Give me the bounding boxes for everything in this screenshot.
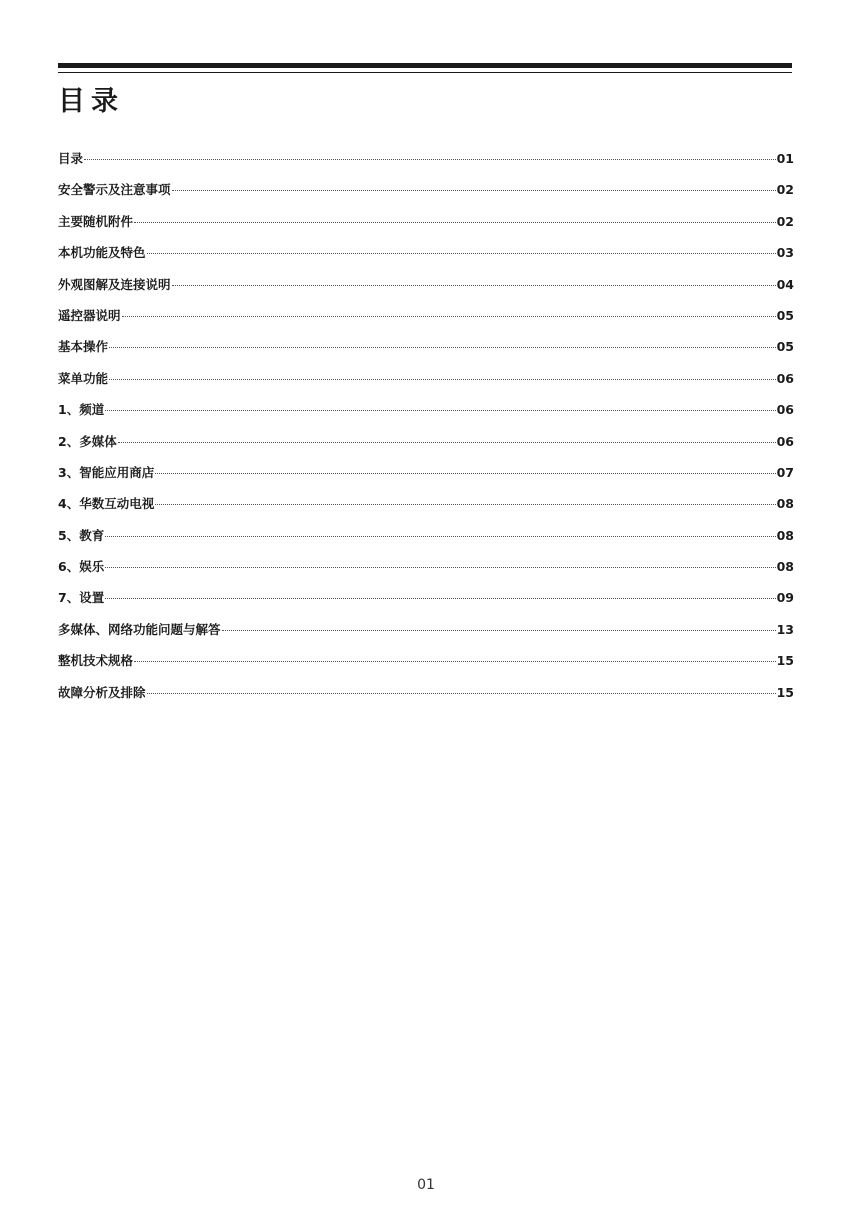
toc-leader-dots: [105, 598, 775, 599]
toc-entry[interactable]: [58, 306, 794, 337]
toc-entry-label: 7、设置: [58, 590, 105, 606]
toc-entry-page: 06: [776, 433, 794, 449]
toc-entry[interactable]: [58, 212, 794, 243]
toc-entry[interactable]: [58, 651, 794, 682]
toc-leader-dots: [118, 442, 776, 443]
toc-entry-label: 本机功能及特色: [58, 245, 146, 261]
toc-entry-page: 13: [776, 621, 794, 637]
toc-entry-page: 07: [776, 464, 794, 480]
toc-entry-page: 15: [776, 684, 794, 700]
toc-entry-page: 08: [776, 527, 794, 543]
toc-leader-dots: [155, 504, 775, 505]
toc-entry[interactable]: [58, 588, 794, 619]
toc-entry[interactable]: [58, 526, 794, 557]
table-of-contents: [58, 149, 794, 714]
toc-leader-dots: [109, 347, 776, 348]
toc-entry[interactable]: [58, 463, 794, 494]
toc-entry[interactable]: [58, 369, 794, 400]
toc-entry-page: 06: [776, 402, 794, 418]
toc-entry[interactable]: [58, 683, 794, 714]
toc-entry-label: 4、华数互动电视: [58, 496, 155, 512]
toc-entry[interactable]: [58, 149, 794, 180]
toc-leader-dots: [105, 567, 775, 568]
toc-leader-dots: [109, 379, 776, 380]
toc-entry[interactable]: [58, 620, 794, 651]
toc-leader-dots: [155, 473, 775, 474]
toc-entry-page: 05: [776, 307, 794, 323]
header-rule-thin: [58, 72, 792, 73]
toc-entry-label: 目录: [58, 151, 84, 166]
toc-leader-dots: [222, 630, 776, 631]
toc-entry-label: 故障分析及排除: [58, 684, 146, 700]
toc-entry-label: 整机技术规格: [58, 653, 134, 669]
toc-leader-dots: [172, 190, 776, 191]
toc-entry[interactable]: [58, 337, 794, 368]
toc-leader-dots: [105, 410, 775, 411]
toc-entry[interactable]: [58, 275, 794, 306]
toc-entry-page: 06: [776, 370, 794, 386]
toc-entry-label: 遥控器说明: [58, 307, 121, 323]
toc-entry-page: 08: [776, 496, 794, 512]
toc-entry-label: 菜单功能: [58, 370, 109, 386]
toc-leader-dots: [122, 316, 776, 317]
toc-entry[interactable]: [58, 432, 794, 463]
toc-entry-page: 02: [776, 182, 794, 198]
toc-entry-label: 2、多媒体: [58, 433, 117, 449]
toc-leader-dots: [134, 661, 776, 662]
toc-entry[interactable]: [58, 180, 794, 211]
toc-leader-dots: [147, 693, 776, 694]
toc-entry[interactable]: [58, 243, 794, 274]
toc-entry[interactable]: [58, 557, 794, 588]
page-title: 目录: [58, 86, 124, 117]
toc-entry-page: 08: [776, 559, 794, 575]
toc-entry[interactable]: [58, 400, 794, 431]
toc-entry-label: 6、娱乐: [58, 559, 105, 575]
header-rule-thick: [58, 63, 792, 68]
toc-entry-label: 5、教育: [58, 527, 105, 543]
toc-entry-page: 04: [776, 276, 794, 292]
toc-entry-label: 基本操作: [58, 339, 109, 355]
toc-entry[interactable]: [58, 494, 794, 525]
toc-entry-page: 05: [776, 339, 794, 355]
toc-entry-label: 1、频道: [58, 402, 105, 418]
toc-entry-page: 01: [776, 151, 794, 166]
toc-leader-dots: [134, 222, 776, 223]
toc-entry-label: 安全警示及注意事项: [58, 182, 171, 198]
toc-leader-dots: [172, 285, 776, 286]
toc-leader-dots: [147, 253, 776, 254]
toc-entry-label: 主要随机附件: [58, 213, 134, 229]
toc-entry-page: 09: [776, 590, 794, 606]
page-number: 01: [417, 1177, 435, 1193]
toc-leader-dots: [84, 159, 776, 160]
toc-entry-label: 3、智能应用商店: [58, 464, 155, 480]
toc-entry-label: 外观图解及连接说明: [58, 276, 171, 292]
toc-leader-dots: [105, 536, 775, 537]
toc-entry-label: 多媒体、网络功能问题与解答: [58, 621, 221, 637]
toc-entry-page: 02: [776, 213, 794, 229]
toc-entry-page: 15: [776, 653, 794, 669]
toc-entry-page: 03: [776, 245, 794, 261]
